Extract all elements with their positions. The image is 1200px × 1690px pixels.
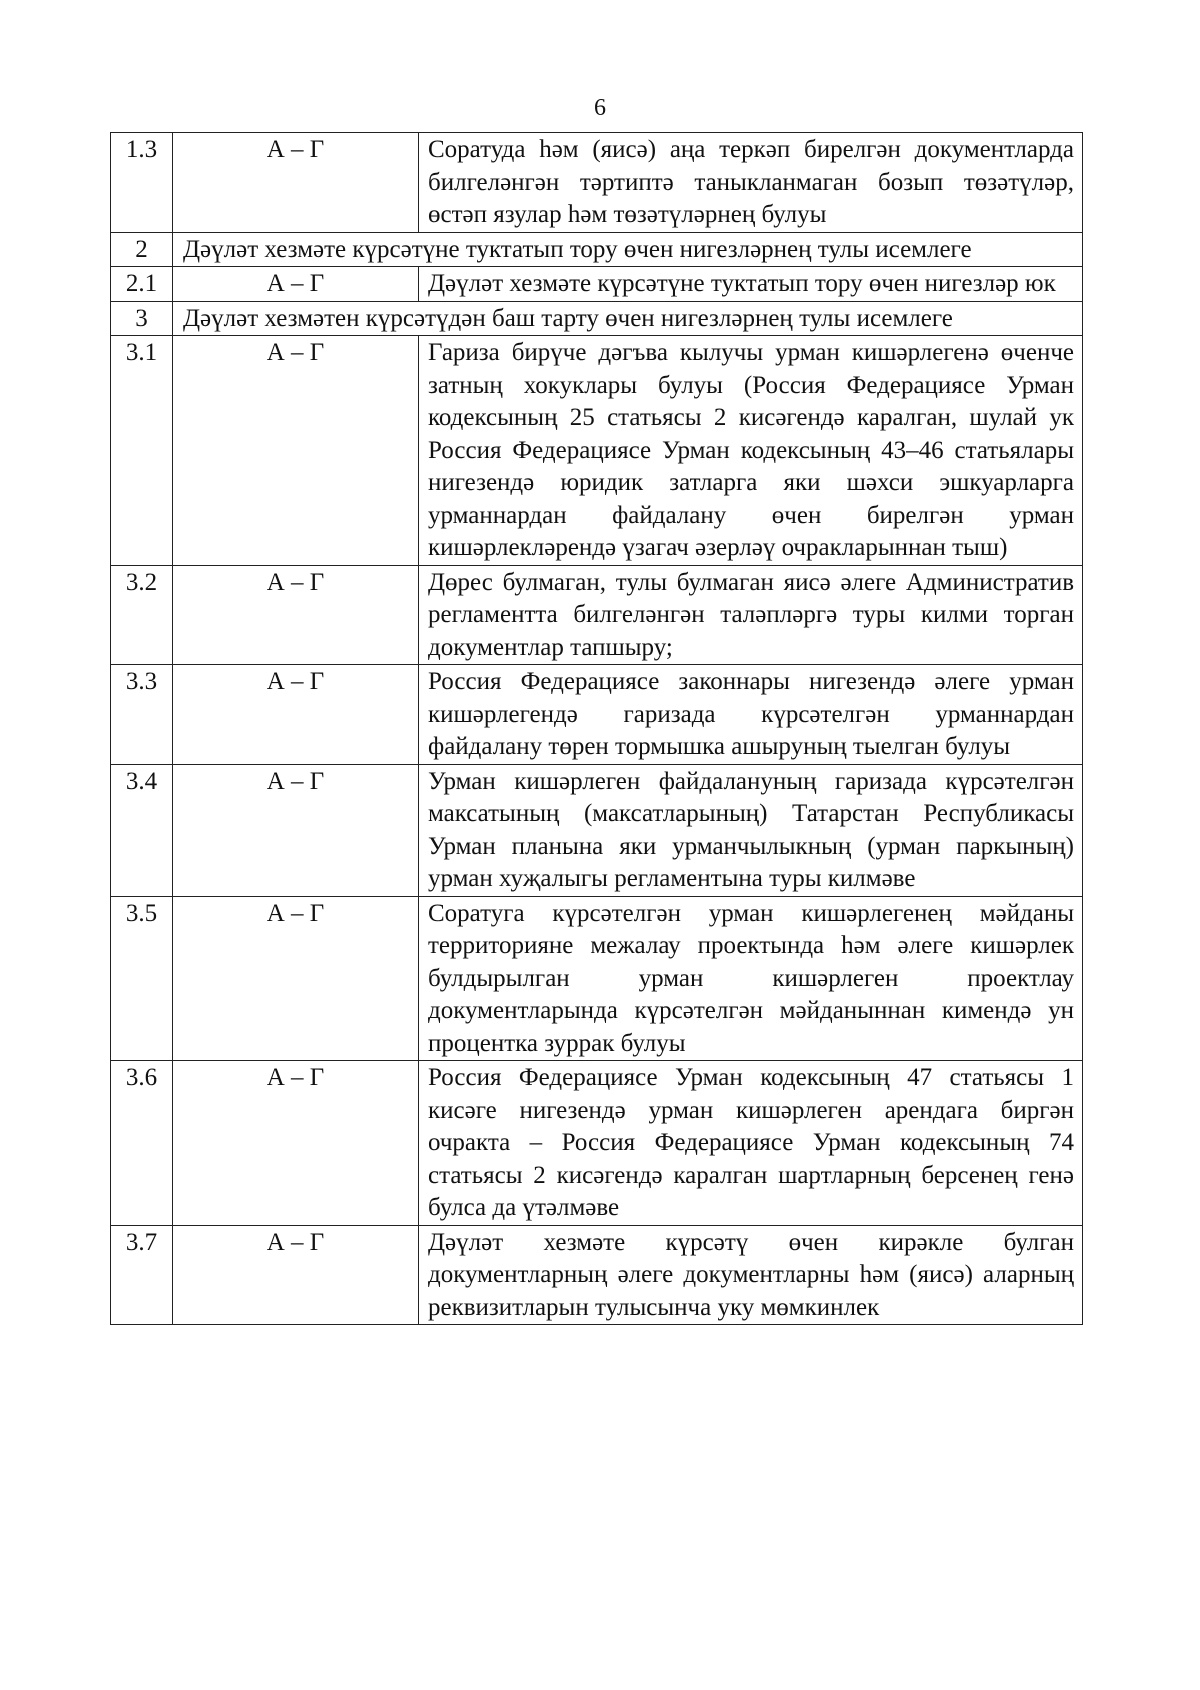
row-number: 2 [111,232,173,267]
row-text: Гариза бирүче дәгъва кылучы урман кишәрлегенә өченче затның хокуклары булуы (Россия Федерациясе Урман кодексының 25 статьясы 2 кисәгендә каралган, шулай ук Россия Федерациясе Урман кодексының 43–46 статьялары нигезендә юридик затларга яки шәхси эшкуарларга урманнардан файдалану өчен бирелгән урман кишәрлекләрендә үзагач әзерләү очракларыннан тыш) [419,336,1083,566]
page-number: 6 [594,95,606,121]
table-row [111,133,1083,233]
table-row [111,1061,1083,1226]
table-row [111,267,1083,302]
row-code: А – Г [173,565,419,665]
row-code: А – Г [173,267,419,302]
row-number: 3.3 [111,665,173,765]
table-row [111,565,1083,665]
row-number: 3 [111,301,173,336]
row-code: А – Г [173,665,419,765]
row-text: Соратуда һәм (яисә) аңа теркәп бирелгән документларда билгеләнгән тәртиптә таныкланмаган бозып төзәтүләр, өстәп язулар һәм төзәтүләрнең булуы [419,133,1083,233]
row-code: А – Г [173,764,419,896]
row-text: Дөрес булмаган, тулы булмаган яисә әлеге Административ регламентта билгеләнгән таләпләргә туры килми торган документлар тапшыру; [419,565,1083,665]
table-row [111,336,1083,566]
row-text: Соратуга күрсәтелгән урман кишәрлегенең мәйданы территорияне межалау проектында һәм әлеге кишәрлек булдырылган урман кишәрлеген проектлау документларында күрсәтелгән мәйданыннан кимендә ун процентка зуррак булуы [419,896,1083,1061]
row-number: 1.3 [111,133,173,233]
row-code: А – Г [173,336,419,566]
table-row [111,1225,1083,1325]
row-code: А – Г [173,1225,419,1325]
section-heading: Дәүләт хезмәтен күрсәтүдән баш тарту өчен нигезләрнең тулы исемлеге [173,301,1083,336]
row-code: А – Г [173,896,419,1061]
section-row [111,232,1083,267]
row-text: Россия Федерациясе законнары нигезендә әлеге урман кишәрлегендә гаризада күрсәтелгән урманнардан файдалану төрен тормышка ашыруның тыелган булуы [419,665,1083,765]
row-text: Дәүләт хезмәте күрсәтүне туктатып тору өчен нигезләр юк [419,267,1083,302]
table-row [111,764,1083,896]
row-code: А – Г [173,1061,419,1226]
row-code: А – Г [173,133,419,233]
document-table [110,132,1083,1325]
row-number: 3.1 [111,336,173,566]
row-text: Дәүләт хезмәте күрсәтү өчен кирәкле булган документларның әлеге документларны һәм (яисә) аларның реквизитларын тулысынча уку мөмкинлек [419,1225,1083,1325]
row-text: Урман кишәрлеген файдалануның гаризада күрсәтелгән максатының (максатларының) Татарстан Республикасы Урман планына яки урманчылыкның (урман паркының) урман хуҗалыгы регламентына туры килмәве [419,764,1083,896]
row-number: 3.5 [111,896,173,1061]
row-number: 3.6 [111,1061,173,1226]
table-row [111,665,1083,765]
row-number: 3.2 [111,565,173,665]
row-number: 2.1 [111,267,173,302]
row-number: 3.4 [111,764,173,896]
section-heading: Дәүләт хезмәте күрсәтүне туктатып тору өчен нигезләрнең тулы исемлеге [173,232,1083,267]
row-text: Россия Федерациясе Урман кодексының 47 статьясы 1 кисәге нигезендә урман кишәрлеген арендага биргән очракта – Россия Федерациясе Урман кодексының 74 статьясы 2 кисәгендә каралган шартларның берсенең генә булса да үтәлмәве [419,1061,1083,1226]
row-number: 3.7 [111,1225,173,1325]
table-row [111,896,1083,1061]
section-row [111,301,1083,336]
